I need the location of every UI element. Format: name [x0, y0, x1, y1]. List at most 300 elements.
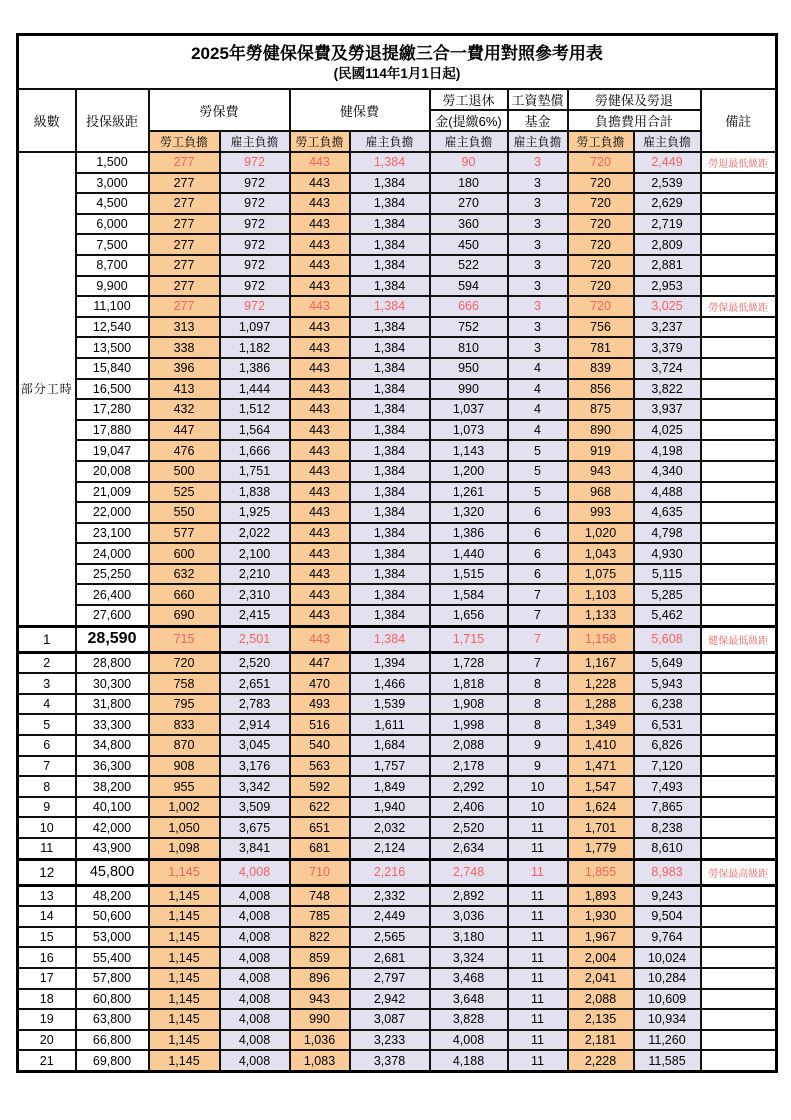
cell-health-employee: 443: [290, 152, 350, 173]
cell-total-employer: 3,937: [634, 399, 701, 420]
cell-fund-employer: 6: [508, 564, 568, 585]
cell-total-employee: 1,701: [568, 817, 634, 838]
cell-pension-employer: 1,908: [430, 694, 508, 715]
cell-remark: [701, 906, 777, 927]
cell-health-employer: 1,757: [350, 756, 430, 777]
cell-health-employer: 1,384: [350, 193, 430, 214]
cell-remark: [701, 694, 777, 715]
cell-labor-employer: 1,512: [220, 399, 290, 420]
cell-labor-employee: 720: [149, 652, 220, 673]
cell-total-employer: 5,649: [634, 652, 701, 673]
cell-bracket: 43,900: [76, 838, 149, 859]
cell-labor-employer: 2,914: [220, 714, 290, 735]
subheader-health-employer: 雇主負擔: [350, 131, 430, 152]
cell-level: 20: [18, 1030, 76, 1051]
cell-health-employer: 2,942: [350, 989, 430, 1010]
cell-remark: [701, 440, 777, 461]
cell-total-employer: 3,724: [634, 358, 701, 379]
cell-total-employer: 4,198: [634, 440, 701, 461]
cell-remark: [701, 714, 777, 735]
table-row: [18, 1030, 777, 1051]
table-row: [18, 234, 777, 255]
cell-health-employee: 443: [290, 440, 350, 461]
cell-remark: [701, 234, 777, 255]
cell-health-employee: 443: [290, 317, 350, 338]
cell-bracket: 57,800: [76, 968, 149, 989]
table-row: [18, 906, 777, 927]
cell-labor-employee: 1,145: [149, 906, 220, 927]
cell-level: 6: [18, 735, 76, 756]
cell-bracket: 31,800: [76, 694, 149, 715]
cell-labor-employer: 4,008: [220, 927, 290, 948]
cell-labor-employer: 2,022: [220, 523, 290, 544]
table-row: [18, 947, 777, 968]
cell-pension-employer: 1,440: [430, 543, 508, 564]
cell-labor-employer: 972: [220, 152, 290, 173]
cell-labor-employee: 313: [149, 317, 220, 338]
cell-fund-employer: 7: [508, 605, 568, 626]
cell-health-employer: 1,384: [350, 502, 430, 523]
cell-labor-employer: 1,444: [220, 379, 290, 400]
cell-total-employer: 2,719: [634, 214, 701, 235]
header-health-insurance: 健保費: [290, 89, 430, 131]
cell-bracket: 9,900: [76, 276, 149, 297]
table-row: [18, 461, 777, 482]
cell-health-employer: 1,384: [350, 317, 430, 338]
cell-labor-employee: 277: [149, 234, 220, 255]
cell-total-employer: 7,120: [634, 756, 701, 777]
cell-labor-employer: 3,675: [220, 817, 290, 838]
cell-remark: [701, 420, 777, 441]
table-row: [18, 673, 777, 694]
cell-level: 16: [18, 947, 76, 968]
cell-bracket: 66,800: [76, 1030, 149, 1051]
cell-labor-employee: 1,145: [149, 1050, 220, 1071]
cell-health-employer: 3,233: [350, 1030, 430, 1051]
cell-remark: 健保最低級距: [701, 626, 777, 652]
table-row: [18, 482, 777, 503]
cell-remark: [701, 337, 777, 358]
cell-bracket: 30,300: [76, 673, 149, 694]
cell-total-employer: 5,608: [634, 626, 701, 652]
cell-health-employer: 1,384: [350, 255, 430, 276]
cell-total-employee: 1,471: [568, 756, 634, 777]
cell-total-employee: 720: [568, 276, 634, 297]
subheader-health-employee: 勞工負擔: [290, 131, 350, 152]
cell-labor-employee: 413: [149, 379, 220, 400]
subheader-fund-employer: 雇主負擔: [508, 131, 568, 152]
cell-total-employee: 1,133: [568, 605, 634, 626]
cell-labor-employer: 4,008: [220, 1050, 290, 1071]
title-row: [18, 35, 777, 90]
cell-fund-employer: 9: [508, 756, 568, 777]
cell-labor-employer: 1,925: [220, 502, 290, 523]
cell-bracket: 1,500: [76, 152, 149, 173]
cell-labor-employer: 972: [220, 296, 290, 317]
cell-total-employee: 720: [568, 193, 634, 214]
cell-health-employer: 3,087: [350, 1009, 430, 1030]
cell-total-employee: 1,930: [568, 906, 634, 927]
cell-health-employer: 1,684: [350, 735, 430, 756]
cell-bracket: 15,840: [76, 358, 149, 379]
cell-labor-employer: 4,008: [220, 859, 290, 885]
cell-total-employer: 5,285: [634, 584, 701, 605]
cell-total-employee: 2,135: [568, 1009, 634, 1030]
cell-total-employee: 720: [568, 234, 634, 255]
cell-labor-employee: 338: [149, 337, 220, 358]
cell-pension-employer: 1,143: [430, 440, 508, 461]
cell-level: 11: [18, 838, 76, 859]
header-row-1: [18, 89, 777, 110]
cell-total-employee: 968: [568, 482, 634, 503]
cell-fund-employer: 8: [508, 694, 568, 715]
cell-labor-employee: 500: [149, 461, 220, 482]
cell-bracket: 28,590: [76, 626, 149, 652]
cell-health-employer: 1,849: [350, 776, 430, 797]
cell-health-employee: 470: [290, 673, 350, 694]
table-row: [18, 859, 777, 885]
cell-health-employee: 443: [290, 337, 350, 358]
cell-remark: [701, 255, 777, 276]
cell-health-employee: 563: [290, 756, 350, 777]
cell-remark: [701, 523, 777, 544]
cell-total-employee: 2,228: [568, 1050, 634, 1071]
table-row: [18, 694, 777, 715]
cell-fund-employer: 5: [508, 461, 568, 482]
cell-total-employee: 1,288: [568, 694, 634, 715]
cell-health-employer: 1,384: [350, 461, 430, 482]
cell-health-employer: 1,384: [350, 379, 430, 400]
header-pension-line1: 勞工退休: [430, 89, 508, 110]
cell-pension-employer: 2,088: [430, 735, 508, 756]
cell-fund-employer: 3: [508, 214, 568, 235]
cell-remark: [701, 461, 777, 482]
cell-remark: [701, 399, 777, 420]
header-remark: 備註: [701, 89, 777, 152]
cell-pension-employer: 2,520: [430, 817, 508, 838]
cell-pension-employer: 990: [430, 379, 508, 400]
cell-bracket: 40,100: [76, 797, 149, 818]
cell-bracket: 25,250: [76, 564, 149, 585]
cell-pension-employer: 360: [430, 214, 508, 235]
cell-labor-employer: 4,008: [220, 968, 290, 989]
cell-remark: [701, 673, 777, 694]
cell-remark: [701, 543, 777, 564]
cell-health-employee: 990: [290, 1009, 350, 1030]
cell-pension-employer: 180: [430, 173, 508, 194]
cell-remark: [701, 564, 777, 585]
cell-bracket: 53,000: [76, 927, 149, 948]
cell-health-employer: 2,332: [350, 885, 430, 906]
cell-remark: [701, 756, 777, 777]
cell-remark: [701, 379, 777, 400]
cell-labor-employer: 4,008: [220, 1009, 290, 1030]
cell-bracket: 16,500: [76, 379, 149, 400]
cell-health-employee: 447: [290, 652, 350, 673]
cell-total-employee: 993: [568, 502, 634, 523]
cell-health-employee: 443: [290, 626, 350, 652]
cell-total-employer: 5,943: [634, 673, 701, 694]
cell-labor-employee: 1,050: [149, 817, 220, 838]
cell-fund-employer: 10: [508, 797, 568, 818]
cell-health-employer: 1,384: [350, 173, 430, 194]
cell-fund-employer: 11: [508, 906, 568, 927]
cell-total-employee: 720: [568, 296, 634, 317]
cell-health-employee: 681: [290, 838, 350, 859]
cell-level: 19: [18, 1009, 76, 1030]
header-labor-insurance: 勞保費: [149, 89, 290, 131]
cell-remark: [701, 173, 777, 194]
cell-bracket: 36,300: [76, 756, 149, 777]
cell-total-employer: 9,243: [634, 885, 701, 906]
cell-labor-employee: 715: [149, 626, 220, 652]
cell-fund-employer: 4: [508, 420, 568, 441]
table-row: [18, 968, 777, 989]
table-row: [18, 543, 777, 564]
cell-labor-employee: 908: [149, 756, 220, 777]
cell-remark: 勞退最低級距: [701, 152, 777, 173]
cell-labor-employer: 1,838: [220, 482, 290, 503]
cell-labor-employer: 4,008: [220, 885, 290, 906]
cell-fund-employer: 10: [508, 776, 568, 797]
table-row: [18, 193, 777, 214]
cell-total-employer: 10,609: [634, 989, 701, 1010]
cell-total-employer: 3,379: [634, 337, 701, 358]
cell-total-employee: 875: [568, 399, 634, 420]
cell-total-employer: 2,953: [634, 276, 701, 297]
cell-pension-employer: 1,515: [430, 564, 508, 585]
cell-fund-employer: 4: [508, 379, 568, 400]
cell-health-employer: 1,384: [350, 399, 430, 420]
cell-remark: [701, 797, 777, 818]
cell-health-employee: 443: [290, 584, 350, 605]
cell-bracket: 3,000: [76, 173, 149, 194]
cell-labor-employee: 277: [149, 152, 220, 173]
cell-total-employee: 890: [568, 420, 634, 441]
table-row: [18, 399, 777, 420]
cell-pension-employer: 270: [430, 193, 508, 214]
cell-pension-employer: 3,036: [430, 906, 508, 927]
cell-health-employee: 443: [290, 482, 350, 503]
cell-labor-employee: 476: [149, 440, 220, 461]
cell-labor-employer: 3,841: [220, 838, 290, 859]
subheader-pension-employer: 雇主負擔: [430, 131, 508, 152]
cell-remark: [701, 947, 777, 968]
cell-health-employee: 443: [290, 564, 350, 585]
cell-total-employee: 2,041: [568, 968, 634, 989]
cell-total-employer: 3,025: [634, 296, 701, 317]
cell-total-employee: 2,181: [568, 1030, 634, 1051]
table-row: [18, 735, 777, 756]
cell-remark: [701, 276, 777, 297]
cell-remark: [701, 317, 777, 338]
cell-total-employee: 1,893: [568, 885, 634, 906]
cell-bracket: 28,800: [76, 652, 149, 673]
cell-labor-employer: 2,310: [220, 584, 290, 605]
cell-total-employer: 6,238: [634, 694, 701, 715]
header-total-line2: 負擔費用合計: [568, 110, 701, 131]
cell-health-employer: 1,384: [350, 276, 430, 297]
cell-remark: [701, 989, 777, 1010]
cell-health-employer: 1,384: [350, 358, 430, 379]
cell-level: 14: [18, 906, 76, 927]
cell-labor-employee: 795: [149, 694, 220, 715]
cell-level: 4: [18, 694, 76, 715]
cell-health-employee: 896: [290, 968, 350, 989]
header-wage-fund-line1: 工資墊償: [508, 89, 568, 110]
cell-health-employee: 1,036: [290, 1030, 350, 1051]
table-row: [18, 440, 777, 461]
cell-labor-employer: 1,182: [220, 337, 290, 358]
cell-labor-employer: 3,342: [220, 776, 290, 797]
cell-pension-employer: 1,715: [430, 626, 508, 652]
cell-total-employer: 8,238: [634, 817, 701, 838]
cell-fund-employer: 11: [508, 989, 568, 1010]
page-subtitle: (民國114年1月1日起): [333, 66, 461, 82]
cell-remark: 勞保最高級距: [701, 859, 777, 885]
cell-health-employer: 3,378: [350, 1050, 430, 1071]
cell-remark: [701, 885, 777, 906]
cell-pension-employer: 1,037: [430, 399, 508, 420]
cell-pension-employer: 666: [430, 296, 508, 317]
cell-health-employer: 1,384: [350, 234, 430, 255]
cell-labor-employee: 600: [149, 543, 220, 564]
table-row: [18, 584, 777, 605]
cell-pension-employer: 3,324: [430, 947, 508, 968]
cell-labor-employee: 1,145: [149, 885, 220, 906]
cell-health-employee: 710: [290, 859, 350, 885]
cell-pension-employer: 1,386: [430, 523, 508, 544]
cell-labor-employee: 525: [149, 482, 220, 503]
cell-health-employer: 2,449: [350, 906, 430, 927]
cell-health-employee: 443: [290, 379, 350, 400]
cell-bracket: 12,540: [76, 317, 149, 338]
cell-remark: [701, 838, 777, 859]
cell-pension-employer: 2,892: [430, 885, 508, 906]
cell-fund-employer: 3: [508, 173, 568, 194]
cell-fund-employer: 3: [508, 152, 568, 173]
cell-level: 18: [18, 989, 76, 1010]
cell-bracket: 63,800: [76, 1009, 149, 1030]
cell-total-employee: 1,158: [568, 626, 634, 652]
cell-labor-employee: 1,098: [149, 838, 220, 859]
cell-labor-employer: 2,501: [220, 626, 290, 652]
cell-labor-employer: 2,210: [220, 564, 290, 585]
subheader-total-employee: 勞工負擔: [568, 131, 634, 152]
cell-health-employee: 622: [290, 797, 350, 818]
cell-total-employee: 756: [568, 317, 634, 338]
cell-health-employee: 785: [290, 906, 350, 927]
cell-labor-employer: 2,783: [220, 694, 290, 715]
cell-pension-employer: 1,818: [430, 673, 508, 694]
table-row: [18, 358, 777, 379]
cell-remark: [701, 927, 777, 948]
header-bracket: 投保級距: [76, 89, 149, 152]
cell-bracket: 20,008: [76, 461, 149, 482]
cell-level: 1: [18, 626, 76, 652]
cell-pension-employer: 2,406: [430, 797, 508, 818]
cell-fund-employer: 7: [508, 652, 568, 673]
cell-health-employer: 1,384: [350, 605, 430, 626]
cell-health-employer: 2,797: [350, 968, 430, 989]
cell-remark: [701, 193, 777, 214]
cell-fund-employer: 11: [508, 885, 568, 906]
cell-health-employee: 859: [290, 947, 350, 968]
cell-labor-employee: 632: [149, 564, 220, 585]
cell-level: 15: [18, 927, 76, 948]
cell-pension-employer: 752: [430, 317, 508, 338]
table-row: [18, 1050, 777, 1071]
cell-fund-employer: 7: [508, 584, 568, 605]
cell-level: 3: [18, 673, 76, 694]
cell-fund-employer: 3: [508, 337, 568, 358]
subheader-labor-employee: 勞工負擔: [149, 131, 220, 152]
cell-labor-employee: 1,145: [149, 1030, 220, 1051]
cell-bracket: 8,700: [76, 255, 149, 276]
cell-bracket: 38,200: [76, 776, 149, 797]
table-row: [18, 605, 777, 626]
table-row: [18, 173, 777, 194]
cell-pension-employer: 2,748: [430, 859, 508, 885]
cell-health-employer: 1,384: [350, 543, 430, 564]
cell-total-employer: 2,809: [634, 234, 701, 255]
cell-health-employee: 443: [290, 523, 350, 544]
cell-health-employer: 1,384: [350, 626, 430, 652]
cell-level: 21: [18, 1050, 76, 1071]
page-title: 2025年勞健保保費及勞退提繳三合一費用對照參考用表: [191, 43, 603, 63]
cell-labor-employee: 277: [149, 193, 220, 214]
cell-fund-employer: 11: [508, 947, 568, 968]
cell-total-employee: 1,967: [568, 927, 634, 948]
cell-health-employee: 493: [290, 694, 350, 715]
cell-fund-employer: 11: [508, 968, 568, 989]
cell-remark: [701, 776, 777, 797]
cell-labor-employee: 277: [149, 296, 220, 317]
cell-labor-employer: 972: [220, 234, 290, 255]
cell-bracket: 42,000: [76, 817, 149, 838]
cell-total-employee: 2,004: [568, 947, 634, 968]
cell-health-employer: 2,124: [350, 838, 430, 859]
cell-labor-employee: 1,145: [149, 859, 220, 885]
cell-labor-employee: 1,145: [149, 968, 220, 989]
cell-health-employer: 1,384: [350, 152, 430, 173]
table-row: [18, 296, 777, 317]
cell-fund-employer: 3: [508, 193, 568, 214]
cell-remark: [701, 482, 777, 503]
cell-bracket: 26,400: [76, 584, 149, 605]
cell-health-employer: 1,611: [350, 714, 430, 735]
cell-labor-employee: 1,145: [149, 947, 220, 968]
cell-health-employee: 443: [290, 502, 350, 523]
cell-bracket: 19,047: [76, 440, 149, 461]
cell-labor-employee: 1,002: [149, 797, 220, 818]
cell-health-employee: 443: [290, 543, 350, 564]
cell-labor-employer: 972: [220, 214, 290, 235]
cell-total-employer: 10,024: [634, 947, 701, 968]
cell-total-employer: 2,881: [634, 255, 701, 276]
cell-bracket: 27,600: [76, 605, 149, 626]
cell-fund-employer: 11: [508, 1009, 568, 1030]
cell-labor-employee: 277: [149, 214, 220, 235]
table-row: [18, 255, 777, 276]
cell-total-employee: 781: [568, 337, 634, 358]
cell-fund-employer: 7: [508, 626, 568, 652]
table-row: [18, 276, 777, 297]
cell-remark: [701, 652, 777, 673]
cell-labor-employer: 1,751: [220, 461, 290, 482]
table-row: [18, 502, 777, 523]
cell-bracket: 13,500: [76, 337, 149, 358]
